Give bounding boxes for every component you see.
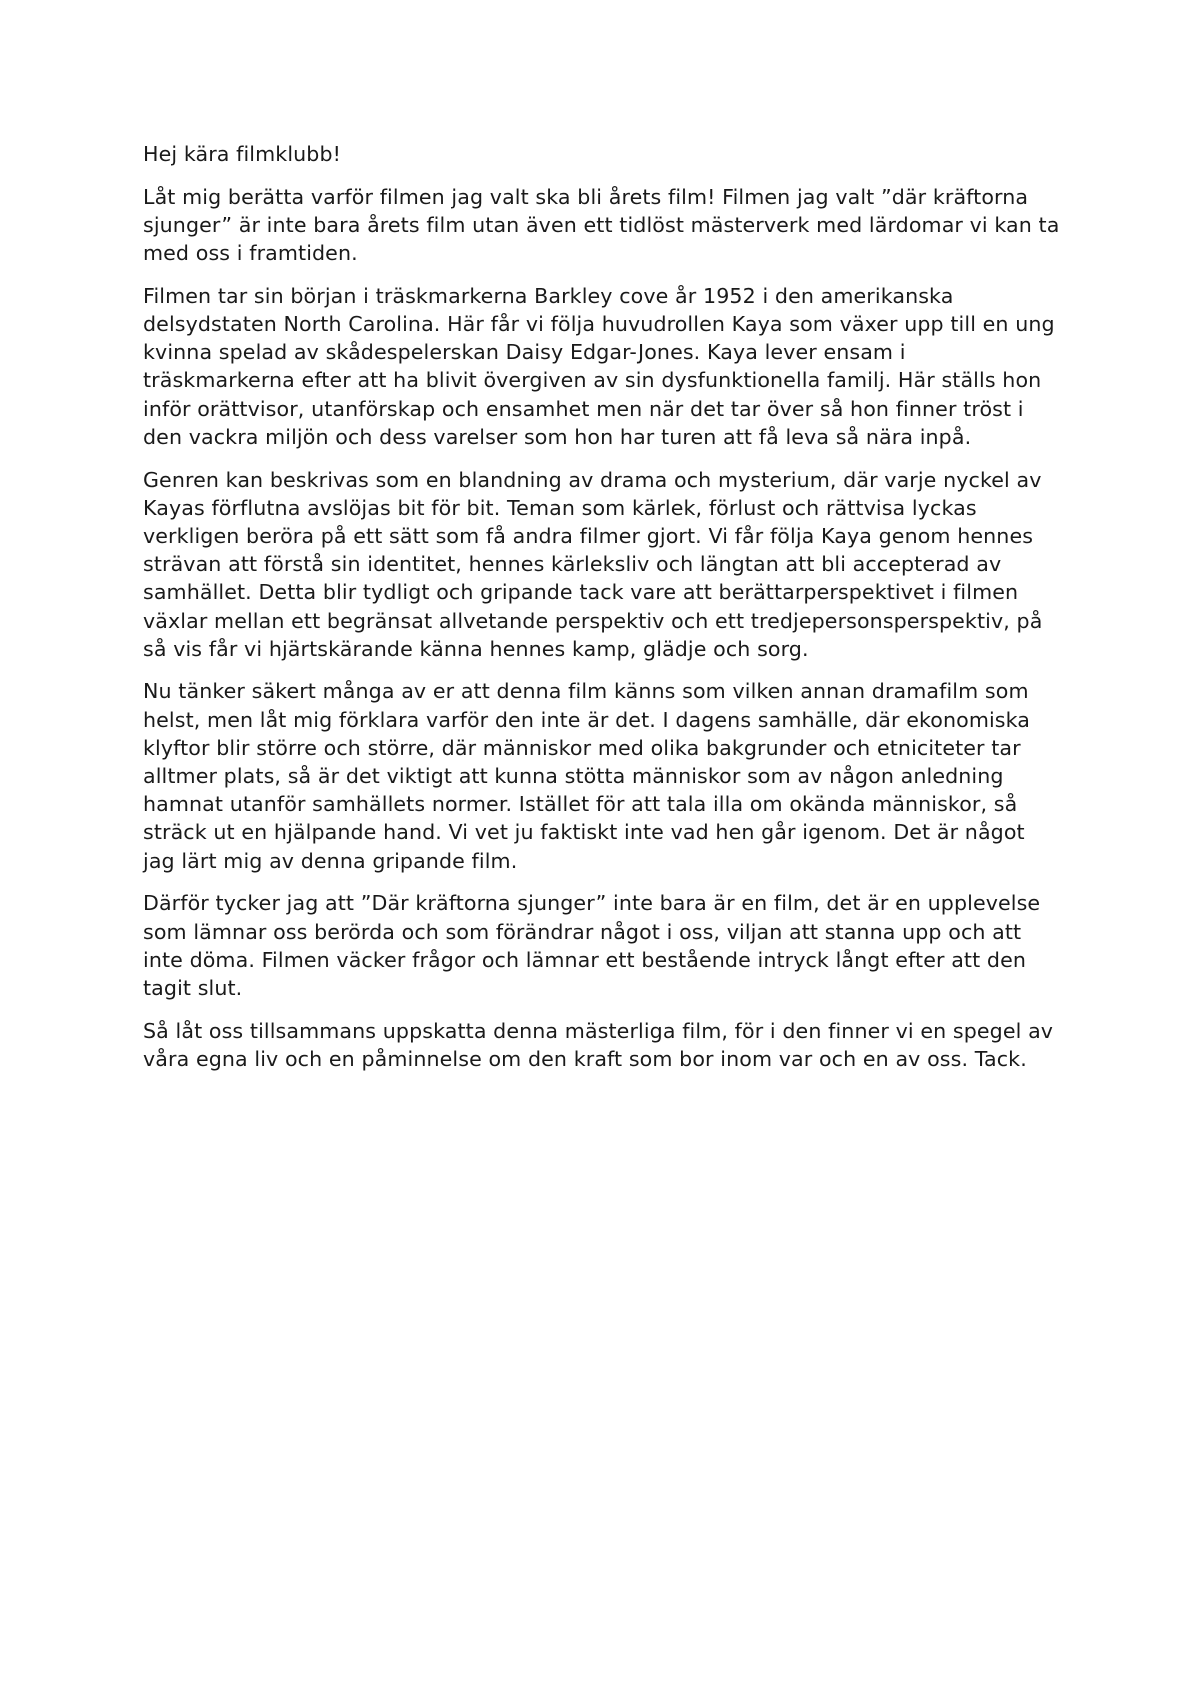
closing-paragraph: Så låt oss tillsammans uppskatta denna mästerliga film, för i den finner vi en spegel av våra egna liv och en påminnelse om den kraft som bor inom var och en av oss. Tack. — [143, 1018, 1054, 1071]
greeting-paragraph: Hej kära filmklubb! — [143, 142, 341, 166]
relevance-paragraph: Nu tänker säkert många av er att denna film känns som vilken annan dramafilm som helst, men låt mig förklara varför den inte är det. I dagens samhälle, där ekonomiska klyftor blir större och större, där människor med olika bakgrunder och etniciteter tar alltmer plats, så är det viktigt att kunna stötta människor som av någon anledning hamnat utanför samhällets normer. Istället för att tala illa om okända människor, så sträck ut en hjälpande hand. Vi vet ju faktiskt inte vad hen går igenom. Det är något jag lärt mig av denna gripande film. — [143, 679, 1031, 873]
intro-paragraph: Låt mig berätta varför filmen jag valt ska bli årets film! Filmen jag valt ”där kräftorna sjunger” är inte bara årets film utan även ett tidlöst mästerverk med lärdomar vi kan ta med oss i framtiden. — [143, 184, 1060, 266]
plot-paragraph: Filmen tar sin början i träskmarkerna Barkley cove år 1952 i den amerikanska delsydstaten North Carolina. Här får vi följa huvudrollen Kaya som växer upp till en ung kvinna spelad av skådespelerskan Daisy Edgar-Jones. Kaya lever ensam i träskmarkerna efter att ha blivit övergiven av sin dysfunktionella familj. Här ställs hon inför orättvisor, utanförskap och ensamhet men när det tar över så hon finner tröst i den vackra miljön och dess varelser som hon har turen att få leva så nära inpå. — [143, 283, 1055, 449]
document-body — [143, 140, 1063, 1088]
conclusion-paragraph: Därför tycker jag att ”Där kräftorna sjunger” inte bara är en film, det är en upplevelse som lämnar oss berörda och som förändrar något i oss, viljan att stanna upp och att inte döma. Filmen väcker frågor och lämnar ett bestående intryck långt efter att den tagit slut. — [143, 891, 1041, 1000]
genre-paragraph: Genren kan beskrivas som en blandning av drama och mysterium, där varje nyckel av Kayas förflutna avslöjas bit för bit. Teman som kärlek, förlust och rättvisa lyckas verkligen beröra på ett sätt som få andra filmer gjort. Vi får följa Kaya genom hennes strävan att förstå sin identitet, hennes kärleksliv och längtan att bli accepterad av samhället. Detta blir tydligt och gripande tack vare att berättarperspektivet i filmen växlar mellan ett begränsat allvetande perspektiv och ett tredjepersonsperspektiv, på så vis får vi hjärtskärande känna hennes kamp, glädje och sorg. — [143, 467, 1043, 661]
